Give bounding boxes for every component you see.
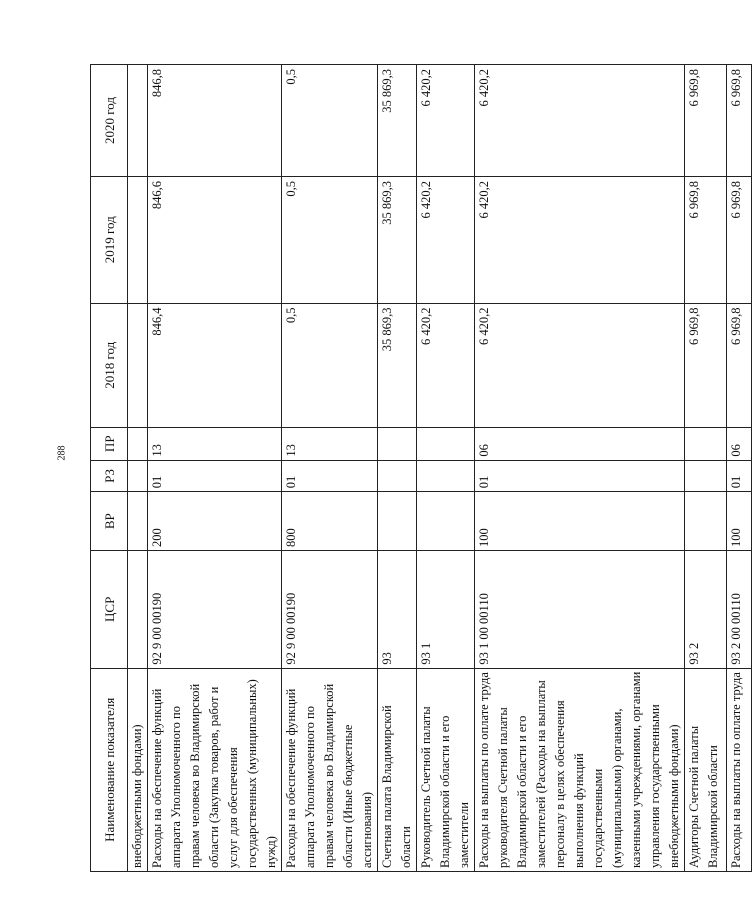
page-number: 288	[56, 445, 68, 461]
row-2020: 0,5	[282, 65, 378, 177]
row-csr: 93 2 00 00110	[727, 551, 752, 669]
row-2019	[128, 176, 148, 303]
row-pr: 06	[475, 427, 685, 460]
table-body	[128, 65, 752, 872]
row-2018: 35 869,3	[378, 303, 417, 427]
row-rz	[378, 460, 417, 492]
row-name: Счетная палата Владимирской области	[378, 668, 417, 871]
table-row	[417, 65, 475, 872]
row-csr	[128, 551, 148, 669]
row-rz	[128, 460, 148, 492]
table-row	[685, 65, 727, 872]
row-rz: 01	[282, 460, 378, 492]
row-name: Расходы на обеспечение функций аппарата Уполномоченного по правам человека во Владимирской области (Закупка товаров, работ и услуг для обеспечения государственных (муниципальных) нужд)	[148, 668, 282, 871]
row-rz: 01	[727, 460, 752, 492]
row-2018: 6 420,2	[417, 303, 475, 427]
row-csr: 93 1	[417, 551, 475, 669]
row-rz: 01	[148, 460, 282, 492]
header-csr: ЦСР	[91, 551, 128, 669]
header-name: Наименование показателя	[91, 668, 128, 871]
row-2019: 6 420,2	[417, 176, 475, 303]
row-2018: 6 969,8	[727, 303, 752, 427]
row-2018: 6 969,8	[685, 303, 727, 427]
row-pr: 13	[282, 427, 378, 460]
row-csr: 93 2	[685, 551, 727, 669]
row-2020: 6 420,2	[417, 65, 475, 177]
table-row	[475, 65, 685, 872]
row-name: Расходы на обеспечение функций аппарата Уполномоченного по правам человека во Владимирской области (Иные бюджетные ассигнования)	[282, 668, 378, 871]
row-2020: 35 869,3	[378, 65, 417, 177]
row-2020: 6 969,8	[685, 65, 727, 177]
row-vr	[378, 492, 417, 551]
row-2018: 846,4	[148, 303, 282, 427]
row-pr: 13	[148, 427, 282, 460]
row-vr: 100	[475, 492, 685, 551]
table-header-row	[91, 65, 128, 872]
row-2020: 846,8	[148, 65, 282, 177]
row-rz	[417, 460, 475, 492]
budget-table	[90, 64, 752, 872]
row-2019: 6 969,8	[727, 176, 752, 303]
row-2018	[128, 303, 148, 427]
row-vr	[685, 492, 727, 551]
header-2018: 2018 год	[91, 303, 128, 427]
row-name: Расходы на выплаты по оплате труда руководителя Счетной палаты Владимирской области и его заместителей (Расходы на выплаты персоналу в целях обеспечения выполнения функций государственными (муниципальными) органами, казенными учреждениями, органами управления государственными внебюджетными фондами)	[475, 668, 685, 871]
row-pr	[685, 427, 727, 460]
row-vr: 100	[727, 492, 752, 551]
budget-table-container	[90, 64, 743, 872]
header-2019: 2019 год	[91, 176, 128, 303]
row-2019: 6 420,2	[475, 176, 685, 303]
row-vr: 200	[148, 492, 282, 551]
row-csr: 93	[378, 551, 417, 669]
row-2019: 0,5	[282, 176, 378, 303]
table-row	[128, 65, 148, 872]
row-2019: 846,6	[148, 176, 282, 303]
row-vr	[128, 492, 148, 551]
row-2020: 6 969,8	[727, 65, 752, 177]
row-2018: 0,5	[282, 303, 378, 427]
row-csr: 92 9 00 00190	[148, 551, 282, 669]
row-csr: 92 9 00 00190	[282, 551, 378, 669]
row-2019: 6 969,8	[685, 176, 727, 303]
row-2020	[128, 65, 148, 177]
row-name: Руководитель Счетной палаты Владимирской области и его заместители	[417, 668, 475, 871]
row-name: внебюджетными фондами)	[128, 668, 148, 871]
row-name: Аудиторы Счетной палаты Владимирской области	[685, 668, 727, 871]
header-rz: РЗ	[91, 460, 128, 492]
row-rz	[685, 460, 727, 492]
table-row	[727, 65, 752, 872]
table-row	[378, 65, 417, 872]
row-csr: 93 1 00 00110	[475, 551, 685, 669]
row-2018: 6 420,2	[475, 303, 685, 427]
row-2019: 35 869,3	[378, 176, 417, 303]
header-pr: ПР	[91, 427, 128, 460]
row-pr	[378, 427, 417, 460]
table-row	[282, 65, 378, 872]
header-2020: 2020 год	[91, 65, 128, 177]
row-2020: 6 420,2	[475, 65, 685, 177]
row-pr: 06	[727, 427, 752, 460]
row-vr: 800	[282, 492, 378, 551]
row-vr	[417, 492, 475, 551]
table-row	[148, 65, 282, 872]
row-rz: 01	[475, 460, 685, 492]
row-name: Расходы на выплаты по оплате труда	[727, 668, 752, 871]
header-vr: ВР	[91, 492, 128, 551]
row-pr	[417, 427, 475, 460]
row-pr	[128, 427, 148, 460]
